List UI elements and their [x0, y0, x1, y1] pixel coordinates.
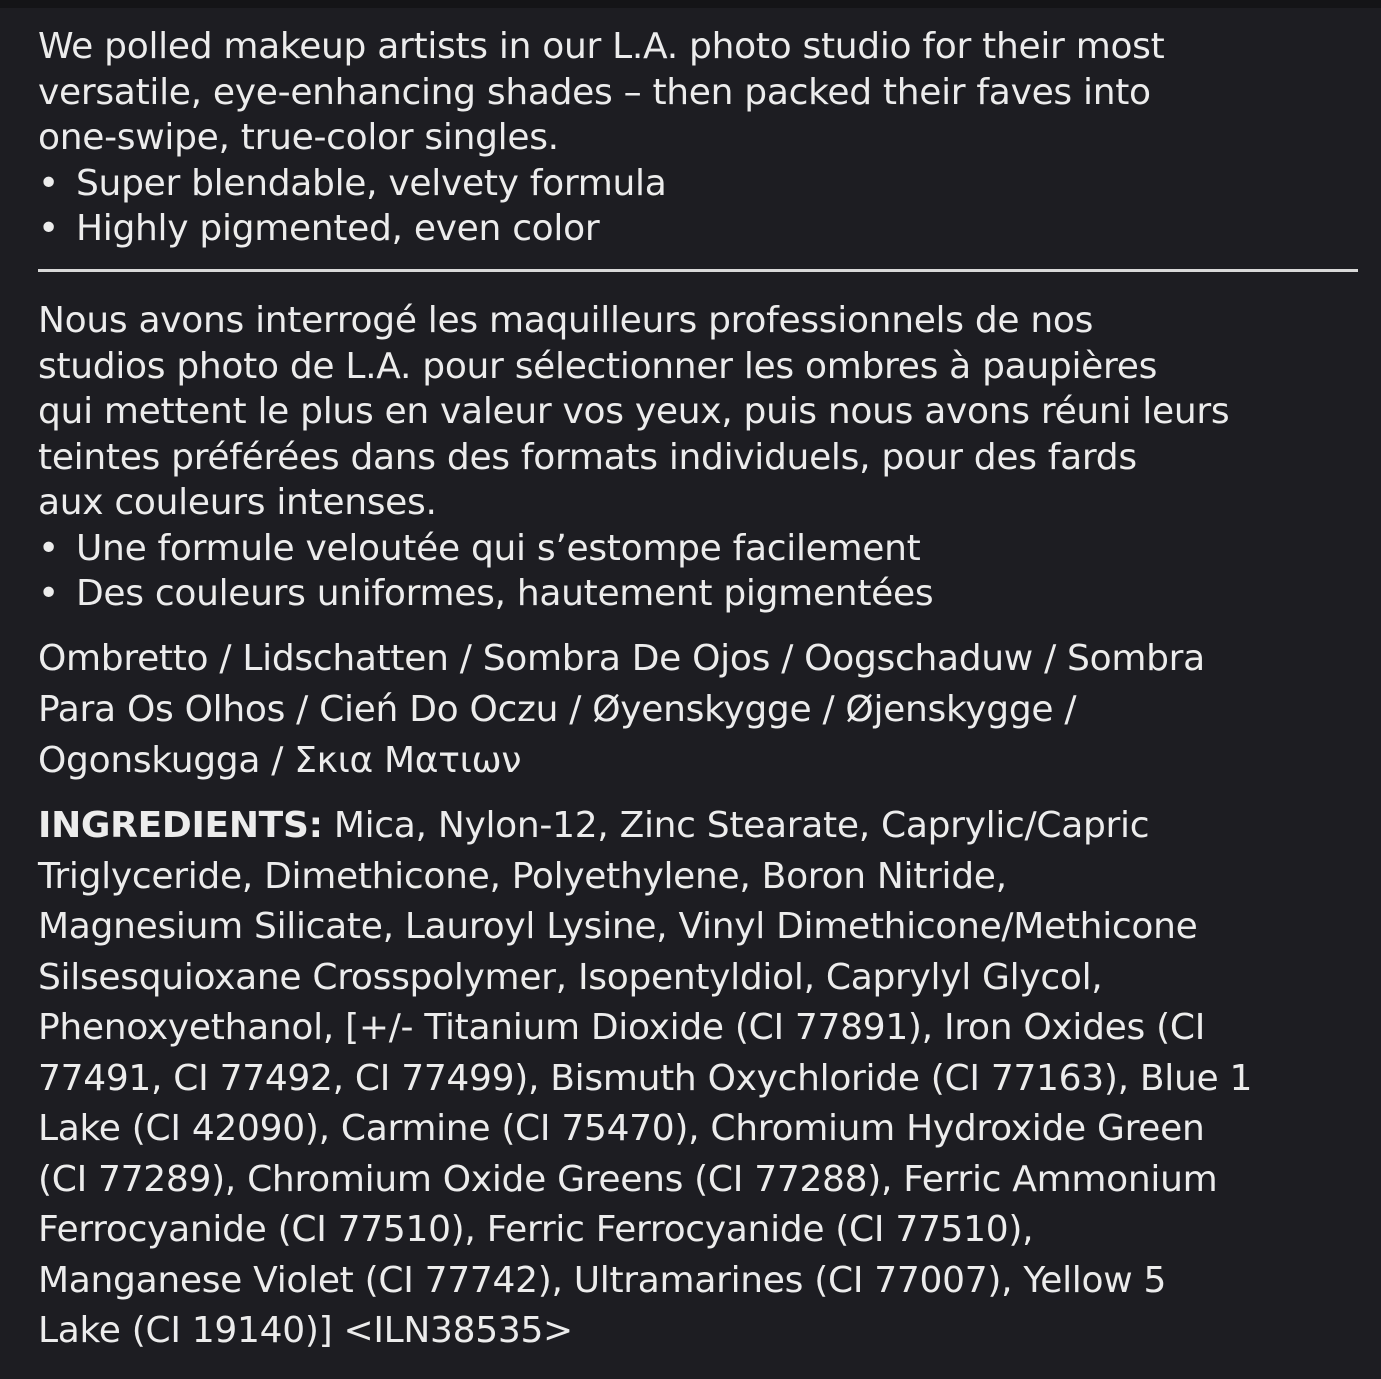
- english-intro-line-3: one-swipe, true-color singles.: [38, 117, 559, 158]
- french-description: [38, 298, 1358, 617]
- product-name-translations: [38, 633, 1358, 786]
- french-intro-line-4: teintes préférées dans des formats individuels, pour des fards: [38, 436, 1137, 478]
- ingredients-line-8: (CI 77289), Chromium Oxide Greens (CI 77288), Ferric Ammonium: [38, 1158, 1218, 1200]
- ingredients-line-3: Magnesium Silicate, Lauroyl Lysine, Vinyl Dimethicone/Methicone: [38, 906, 1198, 947]
- english-bullet-text: Super blendable, velvety formula: [76, 162, 667, 204]
- ingredients-line-6: 77491, CI 77492, CI 77499), Bismuth Oxychloride (CI 77163), Blue 1: [38, 1057, 1253, 1099]
- ingredients-label: INGREDIENTS:: [38, 805, 323, 846]
- translations-line-3: Ogonskugga / Σκια Ματιων: [38, 740, 522, 781]
- ingredients-line-2: Triglyceride, Dimethicone, Polyethylene, Boron Nitride,: [38, 855, 1007, 897]
- english-intro-line-2: versatile, eye-enhancing shades – then packed their faves into: [38, 71, 1151, 113]
- ingredients-line-4: Silsesquioxane Crosspolymer, Isopentyldiol, Caprylyl Glycol,: [38, 956, 1103, 998]
- panel-top-edge: [0, 0, 1381, 8]
- english-bullet-2: [38, 206, 1358, 252]
- bullet-dot-icon: •: [38, 573, 59, 614]
- ingredients-line-7: Lake (CI 42090), Carmine (CI 75470), Chromium Hydroxide Green: [38, 1108, 1205, 1149]
- french-bullet-1: [38, 526, 1358, 572]
- english-bullet-1: [38, 161, 1358, 207]
- bullet-dot-icon: •: [38, 162, 59, 204]
- french-intro-line-5: aux couleurs intenses.: [38, 482, 437, 523]
- french-bullet-2: [38, 571, 1358, 617]
- french-bullet-text: Une formule veloutée qui s’estompe facilement: [76, 527, 921, 569]
- ingredients-list: [38, 801, 1358, 1357]
- ingredients-line-11: Lake (CI 19140)] <ILN38535>: [38, 1310, 573, 1351]
- translations-line-1: Ombretto / Lidschatten / Sombra De Ojos / Oogschaduw / Sombra: [38, 638, 1205, 679]
- english-bullet-text: Highly pigmented, even color: [76, 208, 600, 249]
- ingredients-line-5: Phenoxyethanol, [+/- Titanium Dioxide (CI 77891), Iron Oxides (CI: [38, 1007, 1206, 1048]
- ingredients-text: Mica, Nylon-12, Zinc Stearate, Caprylic/Capric: [322, 805, 1150, 846]
- ingredients-line-10: Manganese Violet (CI 77742), Ultramarines (CI 77007), Yellow 5: [38, 1259, 1167, 1301]
- english-description: [38, 24, 1358, 252]
- ingredients-line-1: [38, 801, 1358, 852]
- bullet-dot-icon: •: [38, 527, 59, 569]
- english-intro-line-1: We polled makeup artists in our L.A. photo studio for their most: [38, 26, 1165, 67]
- french-bullet-text: Des couleurs uniformes, hautement pigmentées: [76, 573, 934, 614]
- ingredients-line-9: Ferrocyanide (CI 77510), Ferric Ferrocyanide (CI 77510),: [38, 1209, 1034, 1250]
- french-intro-line-1: Nous avons interrogé les maquilleurs professionnels de nos: [38, 300, 1094, 341]
- french-intro-line-2: studios photo de L.A. pour sélectionner les ombres à paupières: [38, 345, 1158, 387]
- french-intro-line-3: qui mettent le plus en valeur vos yeux, puis nous avons réuni leurs: [38, 391, 1230, 432]
- translations-line-2: Para Os Olhos / Cień Do Oczu / Øyenskygge / Øjenskygge /: [38, 689, 1077, 730]
- bullet-dot-icon: •: [38, 208, 59, 249]
- section-divider: [38, 269, 1358, 272]
